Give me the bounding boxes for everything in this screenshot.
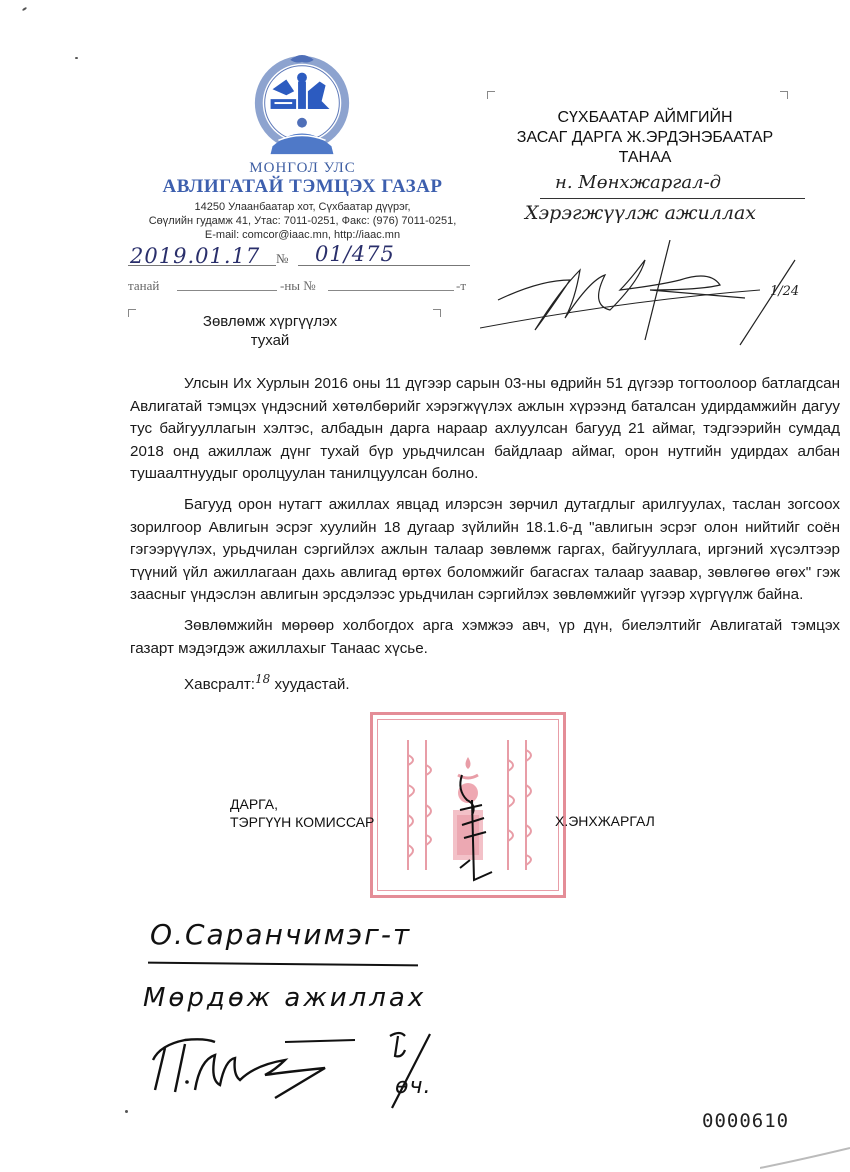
resolution-assignee: н. Мөнхжаргал-д	[555, 172, 722, 193]
subject-block	[170, 312, 370, 350]
addressee-block	[485, 108, 805, 168]
your-ref-number-label: -ны №	[280, 278, 316, 293]
signatory-title-line2: ТЭРГҮҮН КОМИССАР	[230, 814, 375, 830]
attachment-page-count: 18	[255, 672, 271, 687]
body-paragraph-1: Улсын Их Хурлын 2016 оны 11 дүгээр сарын 03-ны өдрийн 51 дүгээр тогтоолоор батлагдсан Авлигатай тэмцэх үндэсний хөтөлбөрийг хэрэгжүүлэх ажлын хүрээнд баталсан удирдамжийн дагуу тус байгууллагын хэлтэс, албадын дарга нараар ахлуулсан багууд 21 аймаг, тэдгээрийн сумдад 2018 онд ажиллаж дүнг тухай бүр урьдчилсан байдлаар аймаг, орон нутгийн удирдах албан тушаалтнуудыг оролцуулан танилцуулсан болно.	[130, 375, 840, 483]
handwritten-signature	[145, 1030, 385, 1110]
signatory-title-line1: ДАРГА,	[230, 796, 279, 812]
scan-speck	[75, 57, 78, 59]
addressee-corner-right	[780, 91, 788, 99]
your-ref-suffix: -т	[456, 278, 467, 293]
body-paragraph-2: Багууд орон нутагт ажиллах явцад илэрсэн зөрчил дутагдлыг арилгуулах, таслан зогсоох зорилгоор Авлигын эсрэг хуулийн 18 дугаар зүйлийн 18.1.6-д "авлигын эсрэг олон нийтийг соён гэгээрүүлэх, урьдчилан сэргийлэх ажлын талаар зөвлөмж гаргах, байгууллага, иргэний хүсэлтээр түүний үйл ажиллагаан дахь авлигад өртөх боломжийг багасгах талаар заавар, зөвлөгөө өгөх" гэж заасныг үндэслэн авлигын эрсдэлээс урьдчилан сэргийлэх зөвлөмжийг үүгээр хүргүүлж байна.	[130, 495, 840, 604]
handwritten-instruction: Мөрдөж ажиллах	[143, 983, 427, 1013]
letterhead-country: МОНГОЛ УЛС	[249, 160, 356, 176]
attachment-label: Хавсралт:	[184, 676, 255, 694]
scan-edge-mark	[760, 1140, 850, 1170]
body-paragraph-3: Зөвлөмжийн мөрөөр холбогдох арга хэмжээ авч, үр дүн, биелэлтийг Авлигатай тэмцэх газарт мэдэгдэж ажиллахыг Танаас хүсье.	[130, 616, 840, 657]
your-ref-label: танай	[128, 278, 160, 293]
signatory-title	[230, 795, 374, 831]
handwritten-underline	[148, 962, 418, 967]
number-label: №	[276, 251, 289, 266]
letterhead-organization: АВЛИГАТАЙ ТЭМЦЭХ ГАЗАР	[162, 176, 443, 197]
handwritten-date	[395, 1074, 431, 1099]
subject-corner-right	[433, 309, 441, 317]
addressee-line2: ЗАСАГ ДАРГА Ж.ЭРДЭНЭБААТАР	[516, 129, 774, 146]
handwritten-assignee: О.Саранчимэг-т	[150, 918, 412, 951]
signatory-name: Х.ЭНХЖАРГАЛ	[555, 813, 655, 829]
letterhead-address-line1: 14250 Улаанбаатар хот, Сүхбаатар дүүрэг,	[194, 201, 411, 213]
handwritten-date-stroke	[380, 1028, 470, 1118]
resolution-signature-date: 1/24	[770, 284, 800, 299]
resolution-instruction: Хэрэгжүүлж ажиллах	[525, 202, 756, 224]
addressee-corner-left	[487, 91, 495, 99]
director-signature	[452, 770, 502, 890]
letter-date: 2019.01.17	[130, 244, 261, 268]
letterhead-contact-line: E-mail: comcor@iaac.mn, http://iaac.mn	[204, 229, 401, 241]
letterhead-address-line2: Сөүлийн гудамж 41, Утас: 7011-0251, Факс: (976) 7011-0251,	[148, 215, 457, 227]
scan-speck	[22, 7, 27, 12]
attachment-note	[130, 668, 840, 697]
letter-number: 01/475	[315, 242, 395, 266]
attachment-suffix: хуудастай.	[270, 676, 350, 694]
resolution-underline	[540, 198, 805, 199]
serial-number: 0000610	[702, 1110, 790, 1132]
letter-body	[130, 373, 840, 697]
addressee-line3: ТАНАА	[618, 149, 672, 166]
subject-corner-left	[128, 309, 136, 317]
your-ref-number-line	[328, 290, 454, 291]
scan-speck	[125, 1110, 128, 1113]
seal-script-right	[498, 735, 538, 875]
state-emblem-icon	[243, 52, 361, 160]
seal-script-left	[398, 735, 438, 875]
subject-line2: тухай	[250, 332, 290, 349]
handwritten-date-suffix: ѳч.	[395, 1074, 432, 1099]
addressee-line1: СҮХБААТАР АЙМГИЙН	[557, 109, 733, 126]
subject-line1: Зөвлөмж хүргүүлэх	[202, 313, 338, 330]
your-ref-date-line	[177, 290, 277, 291]
